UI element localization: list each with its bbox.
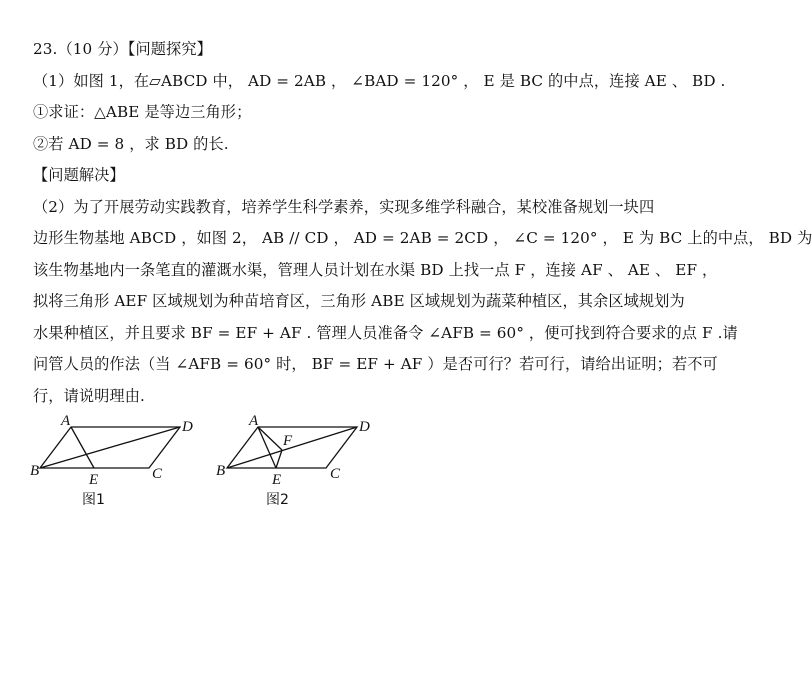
figure-2 [216, 413, 370, 508]
part2-line2: 边形生物基地 ABCD ，如图 2， AB // CD ， AD = 2AB = 2CD ， ∠C = 120° ， E 为 BC 上的中点， BD 为 [33, 229, 812, 247]
problem-header: 23.（10 分）【问题探究】 [33, 40, 212, 58]
part1-statement: （1）如图 1，在▱ABCD 中， AD = 2AB ， ∠BAD = 120° ， E 是 BC 的中点，连接 AE 、 BD . [33, 71, 726, 90]
part2-line5: 水果种植区，并且要求 BF = EF + AF . 管理人员准备令 ∠AFB = 60° ，便可找到符合要求的点 F .请 [33, 323, 738, 342]
fig1-segment-ae [71, 427, 94, 468]
fig2-label-e: E [272, 472, 282, 488]
part2-line6: 问管人员的作法（当 ∠AFB = 60° 时， BF = EF + AF ）是否可行？若可行，请给出证明；若不可 [33, 355, 718, 373]
figure-1 [30, 413, 193, 508]
fig2-segment-af [258, 427, 282, 450]
part2-line1: （2）为了开展劳动实践教育，培养学生科学素养，实现多维学科融合，某校准备规划一块四 [33, 197, 655, 216]
part1-question2: ②若 AD = 8 ，求 BD 的长. [33, 134, 229, 153]
figures [30, 412, 390, 512]
fig2-segment-ae [258, 427, 276, 468]
fig1-label-e: E [89, 472, 99, 488]
fig2-label-a: A [249, 413, 259, 429]
fig1-label-b: B [30, 463, 40, 479]
fig2-label-c: C [330, 466, 341, 482]
fig1-segment-bd [40, 427, 180, 468]
fig2-label-d: D [359, 419, 370, 435]
fig1-label-d: D [182, 419, 193, 435]
geometry-figures [30, 412, 390, 512]
problem-solving-header: 【问题解决】 [33, 166, 125, 184]
part2-line4: 拟将三角形 AEF 区域规划为种苗培育区，三角形 ABE 区域规划为蔬菜种植区，其余区域规划为 [33, 292, 685, 310]
fig1-label-a: A [61, 413, 71, 429]
fig1-caption: 图1 [82, 492, 105, 508]
fig2-label-f: F [283, 433, 293, 449]
fig1-label-c: C [152, 466, 163, 482]
fig2-caption: 图2 [266, 492, 289, 508]
part2-line7: 行，请说明理由. [33, 386, 145, 405]
part2-line3: 该生物基地内一条笔直的灌溉水渠，管理人员计划在水渠 BD 上找一点 F ，连接 AF 、 AE 、 EF ， [33, 260, 718, 279]
part1-question1: ①求证：△ABE 是等边三角形； [33, 103, 252, 121]
problem-text [33, 34, 812, 412]
fig2-label-b: B [216, 463, 226, 479]
